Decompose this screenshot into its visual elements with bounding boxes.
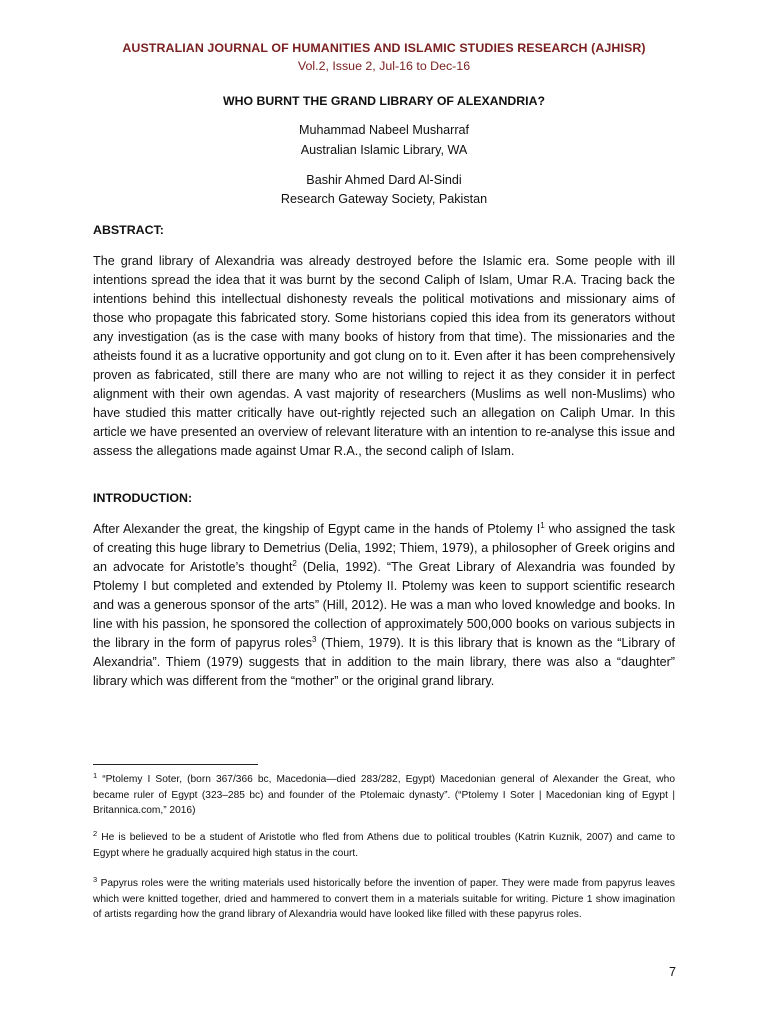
footnote-text: Papyrus roles were the writing materials used historically before the invention of paper. They were made from papyrus leaves which were knitted together, dried and hammered to convert them in a materials suitable for writing. Picture 1 show imagination of artists regarding how the grand library of Alexandria would have looked like filled with these papyrus roles. — [93, 878, 675, 920]
footnote-number: 1 — [93, 771, 98, 780]
abstract-text: The grand library of Alexandria was already destroyed before the Islamic era. Some people with ill intentions spread the idea that it was burnt by the second Caliph of Islam, Umar R.A. Tracing back the intentions behind this intellectual dishonesty reveals the political motivations and missionary aims of those who propagate this fabricated story. Some historians copied this idea from its generators without any investigation (as is the case with many books of history from that time). The missionaries and the atheists found it as a lucrative opportunity and got clung on to it. Even after it has been comprehensively proven as fabricated, still there are many who are not willing to reject it as they consider it in perfect alignment with their own agendas. A vast majority of researchers (Muslims as well non-Muslims) who have studied this matter critically have out-rightly rejected such an allegation on Caliph Umar. In this article we have presented an overview of relevant literature with an intention to re-analyse this issue and assess the allegations made against Umar R.A., the second caliph of Islam. — [93, 254, 675, 458]
introduction-text-part: (Thiem, 1979). It is this library that is known as the “Library of Alexandria”. Thiem (1979) suggests that in addition to the main library, there was also a “daughter” library which was different from the “mother” or the original grand library. — [93, 636, 675, 688]
footnote-item — [93, 876, 675, 923]
author-affiliation: Australian Islamic Library, WA — [300, 143, 468, 157]
introduction-heading: INTRODUCTION: — [93, 491, 193, 505]
journal-title: AUSTRALIAN JOURNAL OF HUMANITIES AND ISLAMIC STUDIES RESEARCH (AJHISR) — [122, 41, 646, 55]
introduction-text — [93, 520, 675, 691]
footnote-reference[interactable]: 2 — [292, 559, 297, 568]
introduction-text-part: (Delia, 1992). “The Great Library of Alexandria was founded by Ptolemy I but completed and extended by Ptolemy II. Ptolemy was keen to support scientific research and was a generous sponsor of the arts” (Hill, 2012). He was a man who loved knowledge and books. In line with his passion, he sponsored the collection of approximately 500,000 books on various subjects in the library in the form of papyrus roles — [93, 560, 676, 650]
abstract-heading: ABSTRACT: — [93, 223, 164, 237]
footnote-number: 2 — [93, 829, 98, 838]
footnote-divider — [93, 764, 258, 765]
footnote-number: 3 — [93, 875, 98, 884]
journal-issue: Vol.2, Issue 2, Jul-16 to Dec-16 — [297, 59, 471, 73]
footnote-text: He is believed to be a student of Aristotle who fled from Athens due to political troubles (Katrin Kuznik, 2007) and came to Egypt where he gradually acquired high status in the court. — [93, 832, 675, 859]
footnote-text: “Ptolemy I Soter, (born 367/366 bc, Macedonia—died 283/282, Egypt) Macedonian general of Alexander the Great, who became ruler of Egypt (323–285 bc) and founder of the Ptolemaic dynasty”. (“Ptolemy I Soter | Macedonian king of Egypt | Britannica.com,” 2016) — [93, 774, 675, 816]
footnote-item — [93, 830, 675, 861]
paper-title: WHO BURNT THE GRAND LIBRARY OF ALEXANDRIA? — [223, 94, 545, 108]
author-name: Bashir Ahmed Dard Al-Sindi — [306, 173, 462, 187]
footnote-reference[interactable]: 1 — [540, 521, 545, 530]
footnote-reference[interactable]: 3 — [312, 635, 317, 644]
introduction-text-part: who assigned the task of creating this huge library to Demetrius (Delia, 1992; Thiem, 1979), a philosopher of Greek origins and an advocate for Aristotle’s thought — [93, 522, 675, 574]
page-number: 7 — [668, 965, 676, 979]
introduction-text-part: After Alexander the great, the kingship of Egypt came in the hands of Ptolemy I — [93, 522, 541, 536]
author-affiliation: Research Gateway Society, Pakistan — [280, 192, 488, 206]
footnote-item — [93, 772, 675, 819]
author-name: Muhammad Nabeel Musharraf — [298, 123, 470, 137]
